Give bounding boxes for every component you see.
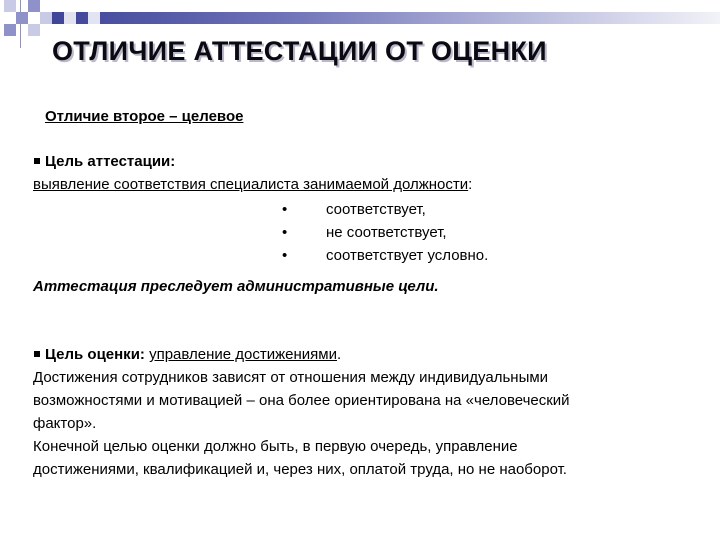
attestation-heading: Цель аттестации: <box>45 153 176 170</box>
decor-square <box>28 0 40 12</box>
decor-band-square <box>64 12 76 24</box>
bullet-dot-icon: • <box>282 224 288 241</box>
decor-square <box>4 0 16 12</box>
decor-square <box>28 24 40 36</box>
evaluation-text-line: Достижения сотрудников зависят от отношения между индивидуальными <box>33 369 549 386</box>
evaluation-goal-block <box>33 343 693 481</box>
option-text: соответствует условно. <box>326 247 489 264</box>
decor-square <box>4 24 16 36</box>
evaluation-text-line: достижениями, квалификацией и, через них, оплатой труда, но не наоборот. <box>33 461 567 478</box>
decor-square <box>40 12 52 24</box>
slide-title: ОТЛИЧИЕ АТТЕСТАЦИИ ОТ ОЦЕНКИ <box>52 36 547 66</box>
list-item <box>282 198 488 221</box>
decor-band-square <box>88 12 100 24</box>
evaluation-goal-tail: . <box>337 346 342 363</box>
option-text: соответствует, <box>326 201 426 218</box>
attestation-goal-tail: : <box>468 176 473 193</box>
slide-subtitle: Отличие второе – целевое <box>45 108 244 125</box>
attestation-goal-block <box>33 150 693 196</box>
bullet-dot-icon: • <box>282 201 288 218</box>
list-item <box>282 221 488 244</box>
bullet-dot-icon: • <box>282 247 288 264</box>
attestation-goal-line <box>33 173 693 196</box>
decor-square <box>16 12 28 24</box>
list-item <box>282 244 488 267</box>
attestation-options-list <box>282 198 488 267</box>
attestation-goal: выявление соответствия специалиста занимаемой должности <box>33 176 469 193</box>
decor-gradient-band <box>52 12 720 24</box>
evaluation-text-line: возможностями и мотивацией – она более ориентирована на «человеческий <box>33 392 570 409</box>
evaluation-text-line: фактор». <box>33 415 97 432</box>
attestation-conclusion: Аттестация преследует административные цели. <box>33 278 439 295</box>
square-bullet-icon <box>34 158 40 164</box>
decor-vertical-line <box>20 0 21 48</box>
option-text: не соответствует, <box>326 224 447 241</box>
square-bullet-icon <box>34 351 40 357</box>
evaluation-text-line: Конечной целью оценки должно быть, в первую очередь, управление <box>33 438 518 455</box>
attestation-heading-line <box>33 150 693 173</box>
evaluation-heading: Цель оценки: <box>45 346 145 363</box>
evaluation-goal: управление достижениями <box>149 346 337 363</box>
evaluation-heading-line <box>33 343 693 366</box>
